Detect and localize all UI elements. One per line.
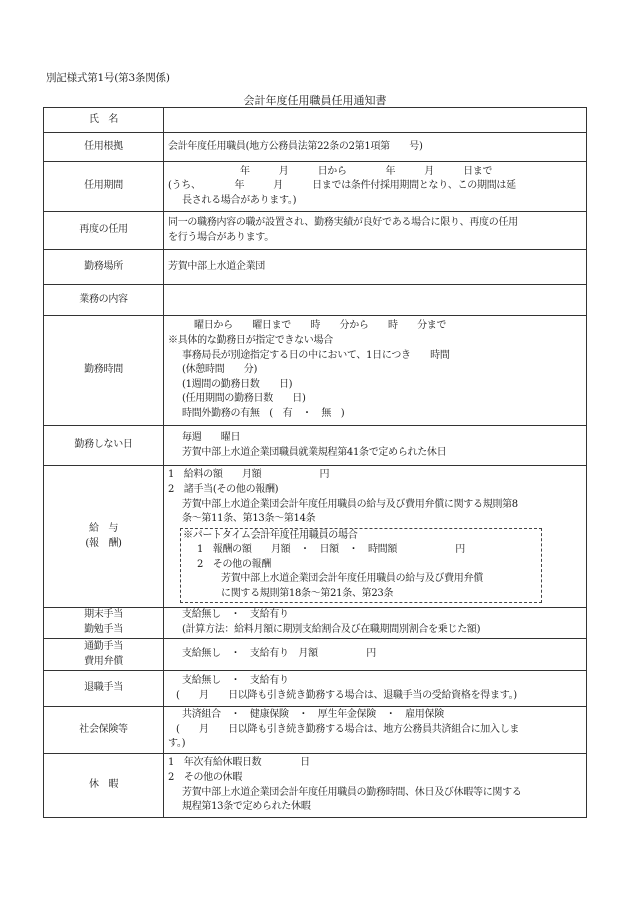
- holidays-line-1: 毎週 曜日: [182, 431, 241, 443]
- part-time-box: [180, 528, 542, 603]
- hours-line-5: (1週間の勤務日数 日): [182, 378, 293, 390]
- salary-line-1: 1 給料の額 月額 円: [168, 469, 330, 481]
- row-retirement: [44, 671, 587, 707]
- part-time-heading: ※パートタイム会計年度任用職員の場合: [183, 529, 358, 541]
- insurance-value: [164, 707, 587, 754]
- row-insurance: [44, 707, 587, 754]
- part-time-line-1: 1 報酬の額 月額 ・ 日額 ・ 時間額 円: [197, 544, 465, 556]
- hours-value: [164, 316, 587, 426]
- part-time-line-4: に関する規則第18条～第21条、第23条: [221, 588, 394, 600]
- salary-label-2: (報 酬): [85, 537, 122, 549]
- commute-label-2: 費用弁償: [84, 655, 123, 667]
- row-period: [44, 162, 587, 212]
- row-holidays: [44, 426, 587, 466]
- insurance-line-1: 共済組合 ・ 健康保険 ・ 厚生年金保険 ・ 雇用保険: [182, 709, 444, 721]
- holidays-line-2: 芳賀中部上水道企業団職員就業規程第41条で定められた休日: [182, 446, 447, 458]
- duties-label: 業務の内容: [44, 285, 164, 316]
- insurance-line-3: す。): [168, 738, 186, 750]
- document-title: 会計年度任用職員任用通知書: [243, 94, 387, 107]
- part-time-line-3: 芳賀中部上水道企業団会計年度任用職員の給与及び費用弁償: [221, 573, 483, 585]
- leave-line-2: 2 その他の休暇: [168, 771, 242, 783]
- hours-label: 勤務時間: [44, 316, 164, 426]
- retirement-value: [164, 671, 587, 707]
- holidays-label: 勤務しない日: [44, 426, 164, 466]
- period-label: 任用期間: [44, 162, 164, 212]
- bonus-line-2: (計算方法：給料月額に期別支給割合及び在職期間別割合を乗じた額): [182, 624, 481, 635]
- basis-label: 任用根拠: [44, 133, 164, 162]
- reappoint-line-2: を行う場合があります。: [168, 231, 274, 243]
- row-salary: [44, 466, 587, 608]
- commute-line-1: 支給無し ・ 支給有り 月額 円: [182, 648, 376, 660]
- name-label: 氏 名: [44, 108, 164, 133]
- retirement-label: 退職手当: [44, 671, 164, 707]
- bonus-value: [164, 608, 587, 639]
- workplace-value: 芳賀中部上水道企業団: [164, 250, 587, 285]
- period-value: [164, 162, 587, 212]
- hours-line-2: ※具体的な勤務日が指定できない場合: [168, 335, 333, 347]
- bonus-label-2: 勤勉手当: [84, 624, 123, 635]
- hours-line-6: (任用期間の勤務日数 日): [182, 393, 306, 405]
- leave-line-3: 芳賀中部上水道企業団会計年度任用職員の勤務時間、休日及び休暇等に関する: [182, 786, 522, 798]
- salary-label: [44, 466, 164, 608]
- row-bonus: [44, 608, 587, 639]
- name-value: [164, 108, 587, 133]
- holidays-value: [164, 426, 587, 466]
- period-line-3: 長される場合があります。): [182, 194, 297, 206]
- row-leave: [44, 754, 587, 818]
- commute-label-1: 通勤手当: [84, 640, 123, 652]
- period-line-1: 年 月 日から 年 月 日まで: [240, 165, 493, 177]
- period-line-2: (うち、 年 月 日までは条件付採用期間となり、この期間は延: [168, 180, 516, 192]
- leave-line-4: 規程第13条で定められた休暇: [182, 801, 311, 813]
- appointment-form-table: [43, 107, 587, 818]
- row-basis: [44, 133, 587, 162]
- row-hours: [44, 316, 587, 426]
- leave-label: 休 暇: [44, 754, 164, 818]
- reappoint-value: [164, 212, 587, 250]
- basis-text: 会計年度任用職員(地方公務員法第22条の2第1項第 号): [168, 140, 423, 152]
- hours-line-4: (休憩時間 分): [182, 364, 258, 376]
- bonus-label-1: 期末手当: [84, 609, 123, 621]
- commute-label: [44, 639, 164, 671]
- duties-value: [164, 285, 587, 316]
- salary-line-4: 条～第11条、第13条～第14条: [182, 513, 316, 525]
- retirement-line-2: ( 月 日以降も引き続き勤務する場合は、退職手当の受給資格を得ます。): [176, 689, 517, 701]
- row-reappointment: [44, 212, 587, 250]
- row-workplace: [44, 250, 587, 285]
- hours-line-1: 曜日から 曜日まで 時 分から 時 分まで: [194, 320, 447, 332]
- insurance-line-2: ( 月 日以降も引き続き勤務する場合は、地方公務員共済組合に加入しま: [176, 723, 520, 735]
- salary-value: [164, 466, 587, 608]
- row-commute: [44, 639, 587, 671]
- insurance-label: 社会保険等: [44, 707, 164, 754]
- salary-line-2: 2 諸手当(その他の報酬): [168, 483, 279, 495]
- part-time-line-2: 2 その他の報酬: [197, 558, 271, 570]
- bonus-line-1: 支給無し ・ 支給有り: [182, 609, 289, 621]
- leave-value: [164, 754, 587, 818]
- retirement-line-1: 支給無し ・ 支給有り: [182, 674, 289, 686]
- salary-label-1: 給 与: [88, 522, 119, 534]
- workplace-label: 勤務場所: [44, 250, 164, 285]
- bonus-label: [44, 608, 164, 639]
- form-number: 別記様式第1号(第3条関係): [46, 72, 170, 84]
- basis-value: [164, 133, 587, 162]
- reappoint-label: 再度の任用: [44, 212, 164, 250]
- salary-line-3: 芳賀中部上水道企業団会計年度任用職員の給与及び費用弁償に関する規則第8: [182, 498, 518, 510]
- hours-line-3: 事務局長が別途指定する日の中において、1日につき 時間: [182, 349, 450, 361]
- hours-line-7: 時間外勤務の有無 ( 有 ・ 無 ): [182, 407, 345, 419]
- row-name: [44, 108, 587, 133]
- leave-line-1: 1 年次有給休暇日数 日: [168, 757, 310, 769]
- reappoint-line-1: 同一の職務内容の職が設置され、勤務実績が良好である場合に限り、再度の任用: [168, 216, 518, 228]
- row-duties: [44, 285, 587, 316]
- commute-value: [164, 639, 587, 671]
